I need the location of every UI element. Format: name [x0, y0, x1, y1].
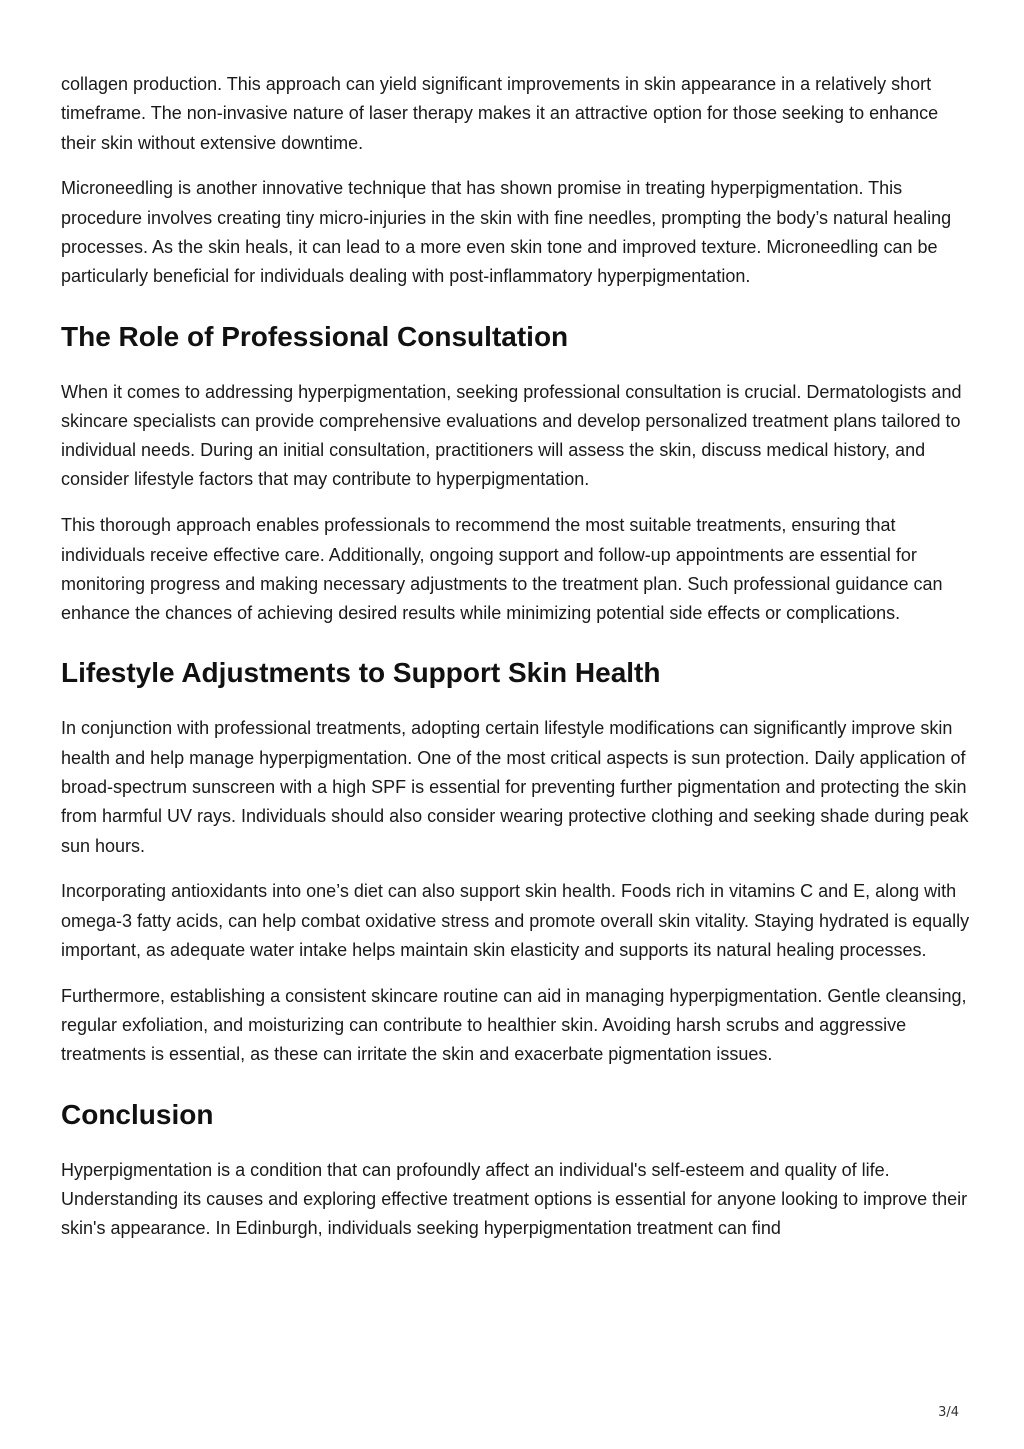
paragraph-conclusion: Hyperpigmentation is a condition that can profoundly affect an individual's self-esteem and quality of life. Understanding its causes and exploring effective treatment options is essential for anyone looking to improve their skin's appearance. In Edinburgh, individuals seeking hyperpigmentation treatment can find — [61, 1159, 968, 1239]
paragraph-antioxidants: Incorporating antioxidants into one’s diet can also support skin health. Foods rich in vitamins C and E, along with omega-3 fatty acids, can help combat oxidative stress and promote overall skin vitality. Staying hydrated is equally important, as adequate water intake helps maintain skin elasticity and supports its natural healing processes. — [61, 881, 970, 961]
paragraph-skincare-routine: Furthermore, establishing a consistent skincare routine can aid in managing hyperpigmentation. Gentle cleansing, regular exfoliation, and moisturizing can contribute to healthier skin. Avoiding harsh scrubs and aggressive treatments is essential, as these can irritate the skin and exacerbate pigmentation issues. — [61, 985, 967, 1065]
paragraph-consultation-approach: This thorough approach enables professionals to recommend the most suitable treatments, ensuring that individuals receive effective care. Additionally, ongoing support and follow-up appointments are essential for monitoring progress and making necessary adjustments to the treatment plan. Such professional guidance can enhance the chances of achieving desired results while minimizing potential side effects or complications. — [61, 515, 943, 624]
document-page — [61, 70, 971, 1260]
paragraph-consultation-intro: When it comes to addressing hyperpigmentation, seeking professional consultation is crucial. Dermatologists and skincare specialists can provide comprehensive evaluations and develop personalized treatment plans tailored to individual needs. During an initial consultation, practitioners will assess the skin, discuss medical history, and consider lifestyle factors that may contribute to hyperpigmentation. — [61, 381, 962, 490]
paragraph-laser-therapy: collagen production. This approach can yield significant improvements in skin appearance in a relatively short timeframe. The non-invasive nature of laser therapy makes it an attractive option for those seeking to enhance their skin without extensive downtime. — [61, 74, 939, 153]
page-number: 3/4 — [938, 1405, 959, 1420]
heading-lifestyle-adjustments: Lifestyle Adjustments to Support Skin Health — [61, 657, 661, 689]
paragraph-sun-protection: In conjunction with professional treatments, adopting certain lifestyle modifications can significantly improve skin health and help manage hyperpigmentation. One of the most critical aspects is sun protection. Daily application of broad-spectrum sunscreen with a high SPF is essential for preventing further pigmentation and protecting the skin from harmful UV rays. Individuals should also consider wearing protective clothing and seeking shade during peak sun hours. — [61, 718, 969, 856]
paragraph-microneedling: Microneedling is another innovative technique that has shown promise in treating hyperpigmentation. This procedure involves creating tiny micro-injuries in the skin with fine needles, prompting the body’s natural healing processes. As the skin heals, it can lead to a more even skin tone and improved texture. Microneedling can be particularly beneficial for individuals dealing with post-inflammatory hyperpigmentation. — [61, 178, 952, 287]
heading-conclusion: Conclusion — [61, 1098, 214, 1130]
heading-professional-consultation: The Role of Professional Consultation — [61, 320, 569, 352]
